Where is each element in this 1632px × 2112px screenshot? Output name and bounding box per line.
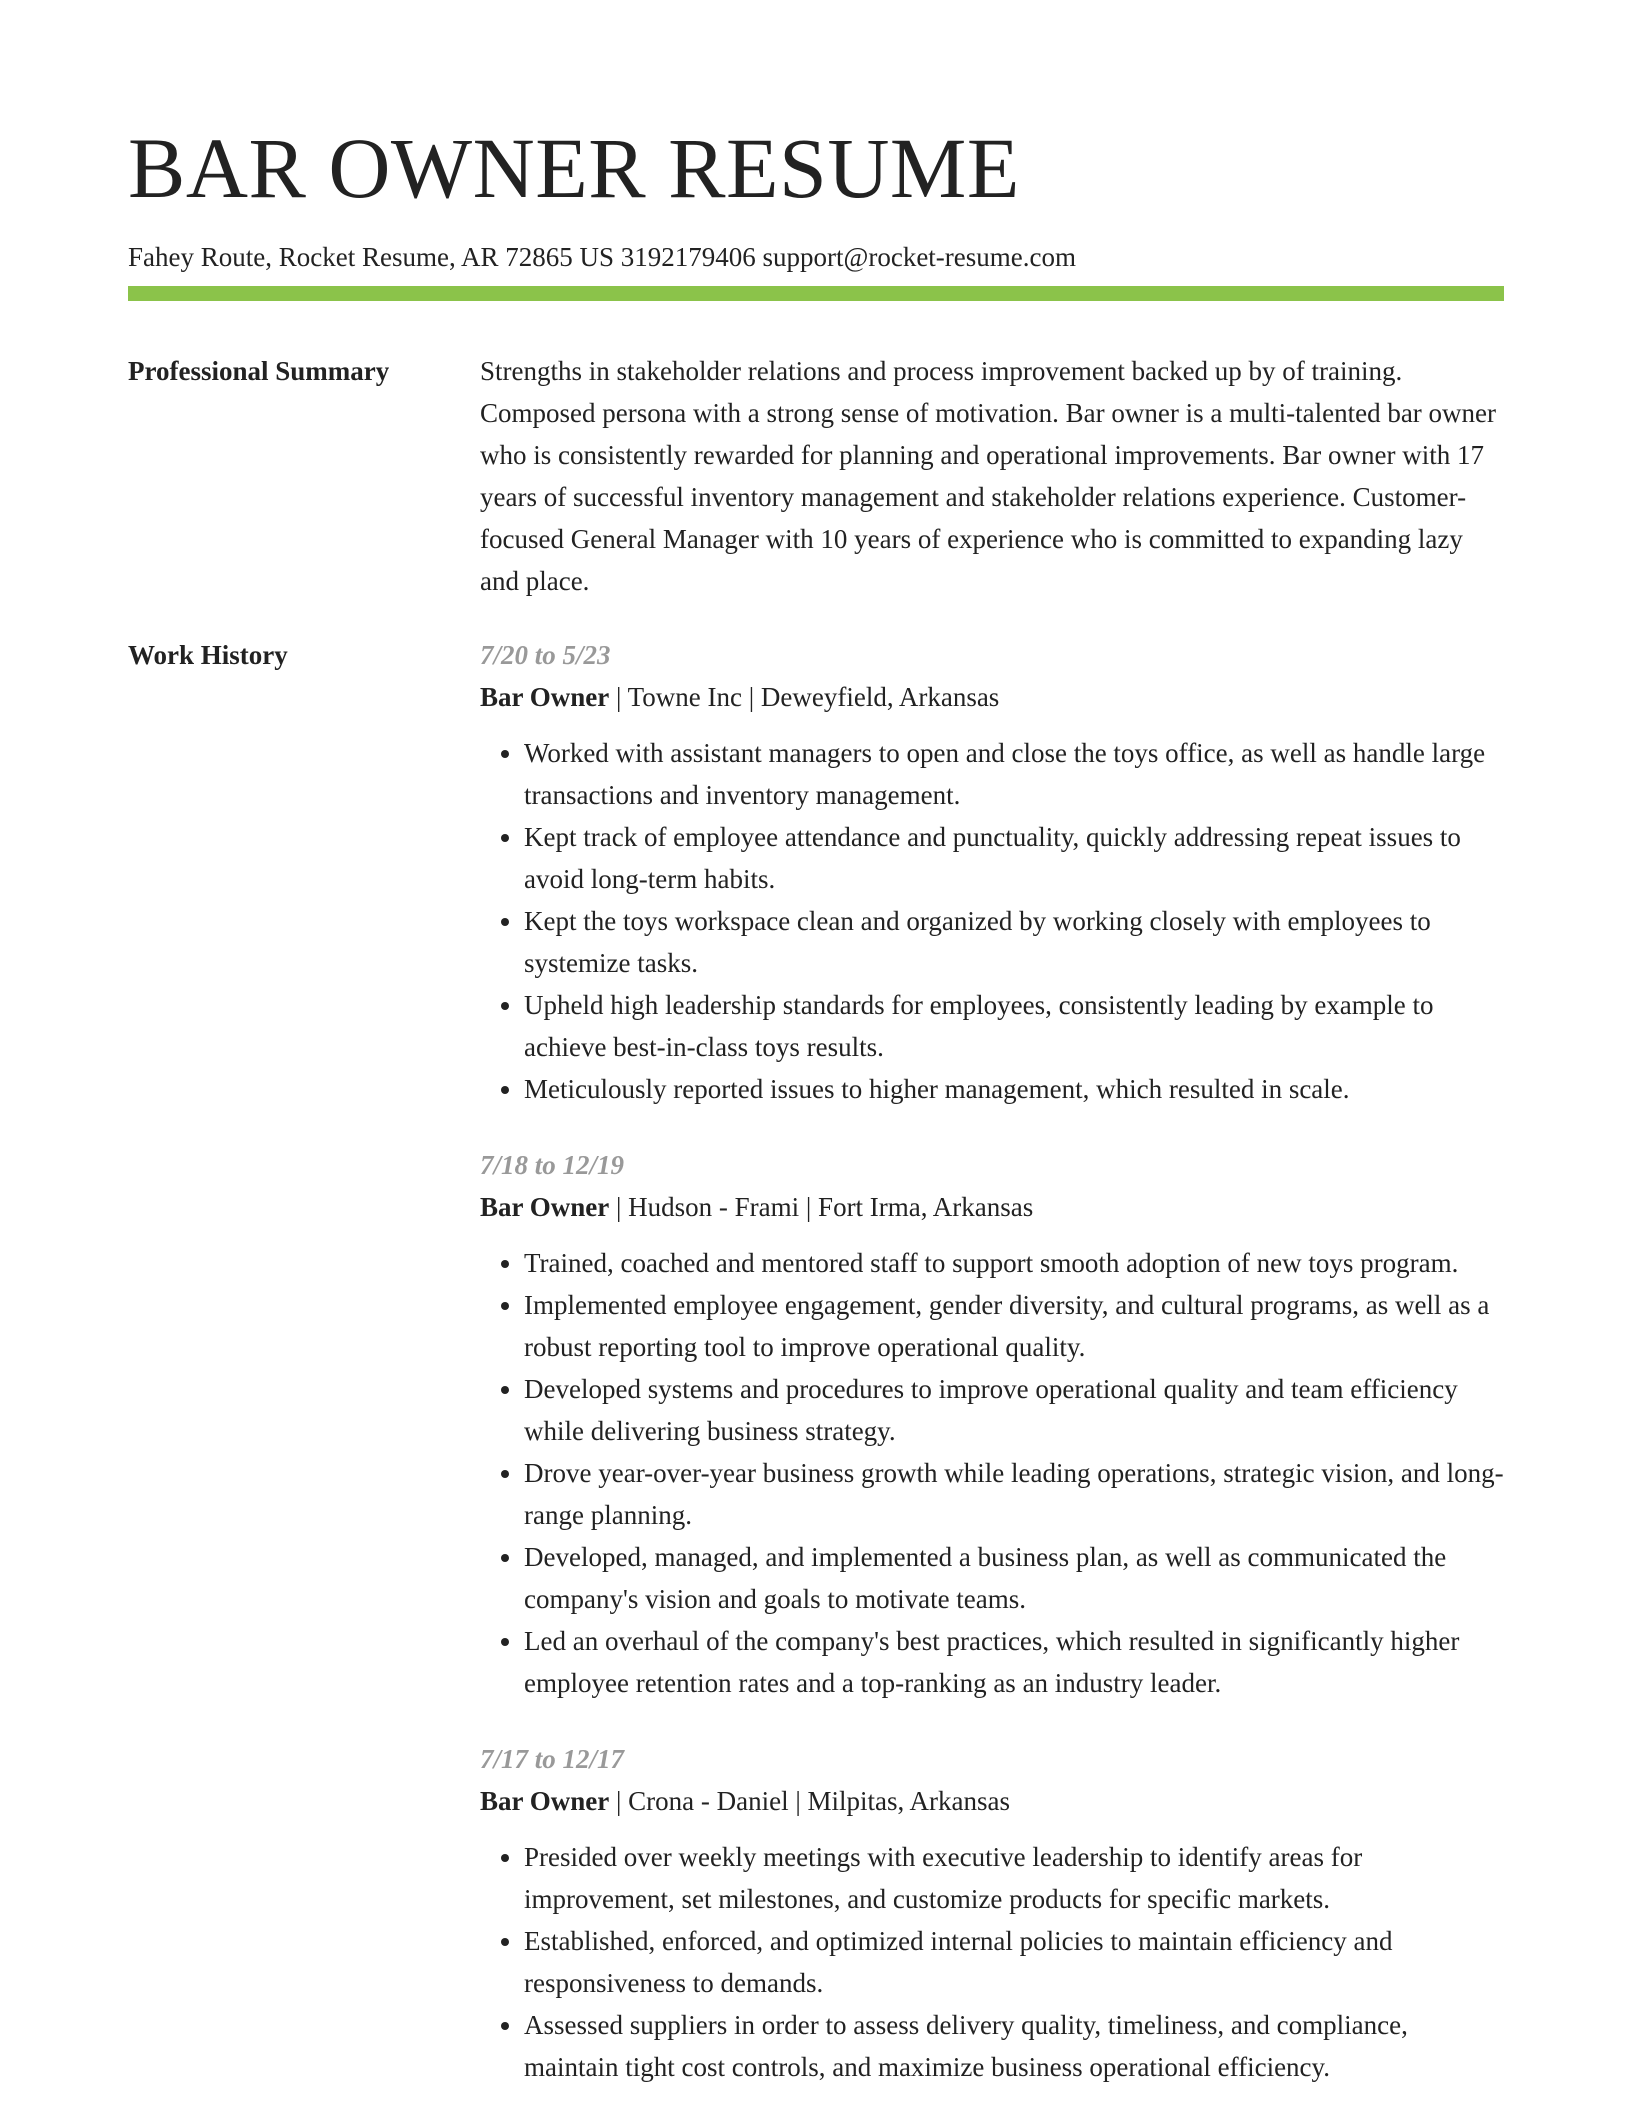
job-bullet: • Established, enforced, and optimized internal policies to maintain efficiency and responsiveness to demands. [524, 1920, 1504, 2004]
job-bullet-list [480, 1242, 1504, 1704]
job-bullet: • Developed systems and procedures to improve operational quality and team efficiency while delivering business strategy. [524, 1368, 1504, 1452]
resume-title: BAR OWNER RESUME [128, 120, 1020, 216]
job-bullet: • Assessed suppliers in order to assess delivery quality, timeliness, and compliance, maintain tight cost controls, and maximize business operational efficiency. [524, 2004, 1504, 2088]
job-entry [480, 1738, 1504, 2088]
job-heading [480, 676, 1504, 718]
job-entry [480, 634, 1504, 1110]
job-bullet: • Meticulously reported issues to higher management, which resulted in scale. [524, 1068, 1504, 1110]
section-label-summary: Professional Summary [128, 356, 390, 386]
job-dates: 7/20 to 5/23 [480, 640, 611, 670]
job-heading [480, 1780, 1504, 1822]
job-bullet: • Led an overhaul of the company's best practices, which resulted in significantly higher employee retention rates and a top-ranking as an industry leader. [524, 1620, 1504, 1704]
summary-text: Strengths in stakeholder relations and process improvement backed up by of training. Composed persona with a strong sense of motivation. Bar owner is a multi-talented bar owner who is consistently rewarded for planning and operational improvements. Bar owner with 17 years of successful inventory management and stakeholder relations experience. Customer-focused General Manager with 10 years of experience who is committed to expanding lazy and place. [480, 356, 1497, 596]
job-bullet: • Upheld high leadership standards for employees, consistently leading by example to achieve best-in-class toys results. [524, 984, 1504, 1068]
job-bullet: • Presided over weekly meetings with executive leadership to identify areas for improvement, set milestones, and customize products for specific markets. [524, 1836, 1504, 1920]
job-title: Bar Owner [480, 1786, 610, 1816]
job-bullet: • Kept the toys workspace clean and organized by working closely with employees to systemize tasks. [524, 900, 1504, 984]
job-bullet: • Developed, managed, and implemented a business plan, as well as communicated the company's vision and goals to motivate teams. [524, 1536, 1504, 1620]
job-bullet-list [480, 1836, 1504, 2088]
job-employer-location: | Hudson - Frami | Fort Irma, Arkansas [609, 1192, 1034, 1222]
job-dates: 7/18 to 12/19 [480, 1150, 625, 1180]
job-entry [480, 1144, 1504, 1704]
work-history-list [480, 634, 1504, 2112]
job-bullet: • Worked with assistant managers to open and close the toys office, as well as handle large transactions and inventory management. [524, 732, 1504, 816]
header-divider [128, 286, 1504, 301]
job-bullet: • Drove year-over-year business growth while leading operations, strategic vision, and long-range planning. [524, 1452, 1504, 1536]
job-bullet: • Kept track of employee attendance and punctuality, quickly addressing repeat issues to avoid long-term habits. [524, 816, 1504, 900]
job-bullet-list [480, 732, 1504, 1110]
section-label-work-history: Work History [128, 640, 288, 670]
job-employer-location: | Towne Inc | Deweyfield, Arkansas [609, 682, 1000, 712]
job-heading [480, 1186, 1504, 1228]
contact-line: Fahey Route, Rocket Resume, AR 72865 US 3192179406 support@rocket-resume.com [128, 242, 1076, 272]
job-employer-location: | Crona - Daniel | Milpitas, Arkansas [609, 1786, 1010, 1816]
job-title: Bar Owner [480, 682, 610, 712]
job-bullet: • Implemented employee engagement, gender diversity, and cultural programs, as well as a robust reporting tool to improve operational quality. [524, 1284, 1504, 1368]
job-bullet: • Trained, coached and mentored staff to support smooth adoption of new toys program. [524, 1242, 1504, 1284]
resume-header [128, 118, 1504, 274]
job-dates: 7/17 to 12/17 [480, 1744, 625, 1774]
job-title: Bar Owner [480, 1192, 610, 1222]
